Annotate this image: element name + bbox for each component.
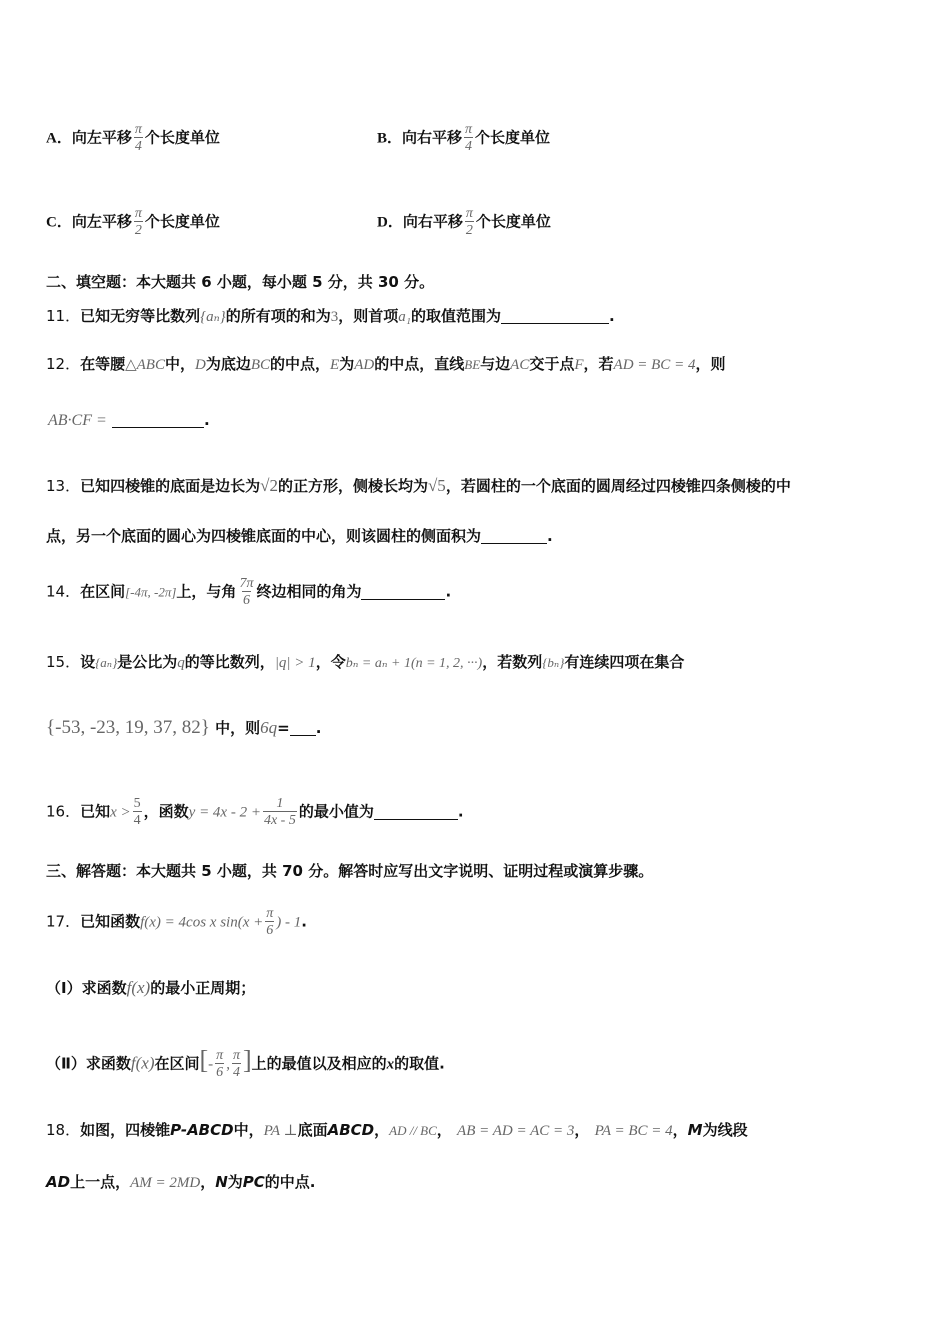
- question-17-part-2: （Ⅱ）求函数f(x)在区间[- $\frac{\pi}{6}$ , $\frac{\pi}{4}$ ]上的最值以及相应的x的取值.: [46, 1045, 445, 1080]
- question-15-line2: {-53, -23, 19, 37, 82} 中，则6q= .: [46, 717, 322, 738]
- choice-a-text: 向左平移: [71, 128, 132, 147]
- q12-answer-blank[interactable]: [112, 411, 204, 428]
- q17-phase-fraction: $\frac{\pi}{6}$: [266, 906, 274, 938]
- choice-b-label: B．: [377, 130, 403, 147]
- question-14: 14．在区间[-4π, -2π]上，与角 $\frac{7\pi}{6}$ 终边相同的角为 .: [46, 576, 452, 608]
- choice-c[interactable]: C．向左平移 $\frac{\pi}{2}$ 个长度单位: [46, 206, 220, 238]
- question-12-line2: AB·CF = .: [48, 411, 210, 429]
- question-13-line2: 点，另一个底面的圆心为四棱锥底面的中心，则该圆柱的侧面积为 .: [46, 527, 553, 545]
- question-11: 11．已知无穷等比数列{aₙ}的所有项的和为3，则首项a₁的取值范围为 .: [46, 307, 615, 325]
- question-17: 17．已知函数f(x) = 4cos x sin(x + $\frac{\pi}{6}$ ) - 1.: [46, 906, 307, 938]
- q16-bound-fraction: $\frac{5}{4}$: [133, 796, 141, 828]
- q17-function: f(x) = 4cos x sin(x +: [140, 914, 264, 931]
- q17-interval-left: $\frac{\pi}{6}$: [216, 1048, 224, 1080]
- choice-b[interactable]: B．向右平移 $\frac{\pi}{4}$ 个长度单位: [377, 122, 551, 154]
- section-3-heading: 三、解答题：本大题共 5 小题，共 70 分。解答时应写出文字说明、证明过程或演算步骤。: [46, 862, 654, 880]
- q16-answer-blank[interactable]: [374, 803, 458, 820]
- choice-b-fraction: $\frac{\pi}{4}$: [465, 122, 473, 154]
- question-17-part-1: （Ⅰ）求函数f(x)的最小正周期；: [46, 978, 256, 997]
- choice-d[interactable]: D．向右平移 $\frac{\pi}{2}$ 个长度单位: [377, 206, 551, 238]
- q15-answer-blank[interactable]: [290, 719, 316, 736]
- question-13: 13．已知四棱锥的底面是边长为√2的正方形，侧棱长均为√5，若圆柱的一个底面的圆周经过四棱锥四条侧棱的中: [46, 476, 791, 495]
- question-16: 16．已知x > $\frac{5}{4}$ ，函数y = 4x - 2 + $\frac{1}{4x - 5}$ 的最小值为 .: [46, 796, 464, 828]
- choice-a[interactable]: A．向左平移 $\frac{\pi}{4}$ 个长度单位: [46, 122, 220, 154]
- q17-interval-right: $\frac{\pi}{4}$: [232, 1048, 240, 1080]
- choice-d-label: D．: [377, 214, 403, 231]
- q14-interval: [-4π, -2π]: [125, 584, 177, 600]
- q15-set: {-53, -23, 19, 37, 82}: [46, 717, 210, 738]
- choice-d-fraction: $\frac{\pi}{2}$: [465, 206, 473, 238]
- question-12: 12．在等腰△ABC中，D为底边BC的中点，E为AD的中点，直线BE与边AC交于点F，若AD = BC = 4，则: [46, 355, 726, 373]
- q14-angle-fraction: $\frac{7\pi}{6}$: [239, 576, 254, 608]
- q11-seq-an: {aₙ}: [200, 309, 226, 325]
- choice-a-label: A．: [46, 130, 72, 147]
- q14-answer-blank[interactable]: [361, 583, 445, 600]
- choice-a-fraction: $\frac{\pi}{4}$: [134, 122, 142, 154]
- question-15: 15．设{aₙ}是公比为q的等比数列，|q| > 1，令bₙ = aₙ + 1(n = 1, 2, ···)，若数列{bₙ}有连续四项在集合: [46, 653, 685, 671]
- q13-answer-blank[interactable]: [481, 527, 547, 544]
- q16-term-fraction: $\frac{1}{4x - 5}$: [263, 796, 296, 828]
- q11-answer-blank[interactable]: [501, 307, 609, 324]
- question-18-line2: AD上一点，AM = 2MD，N为PC的中点.: [46, 1173, 316, 1191]
- choice-c-fraction: $\frac{\pi}{2}$: [134, 206, 142, 238]
- choice-c-label: C．: [46, 214, 72, 231]
- section-2-heading: 二、填空题：本大题共 6 小题，每小题 5 分，共 30 分。: [46, 273, 435, 291]
- question-18: 18．如图，四棱锥P-ABCD中，PA ⊥底面ABCD，AD // BC， AB = AD = AC = 3， PA = BC = 4，M为线段: [46, 1121, 748, 1139]
